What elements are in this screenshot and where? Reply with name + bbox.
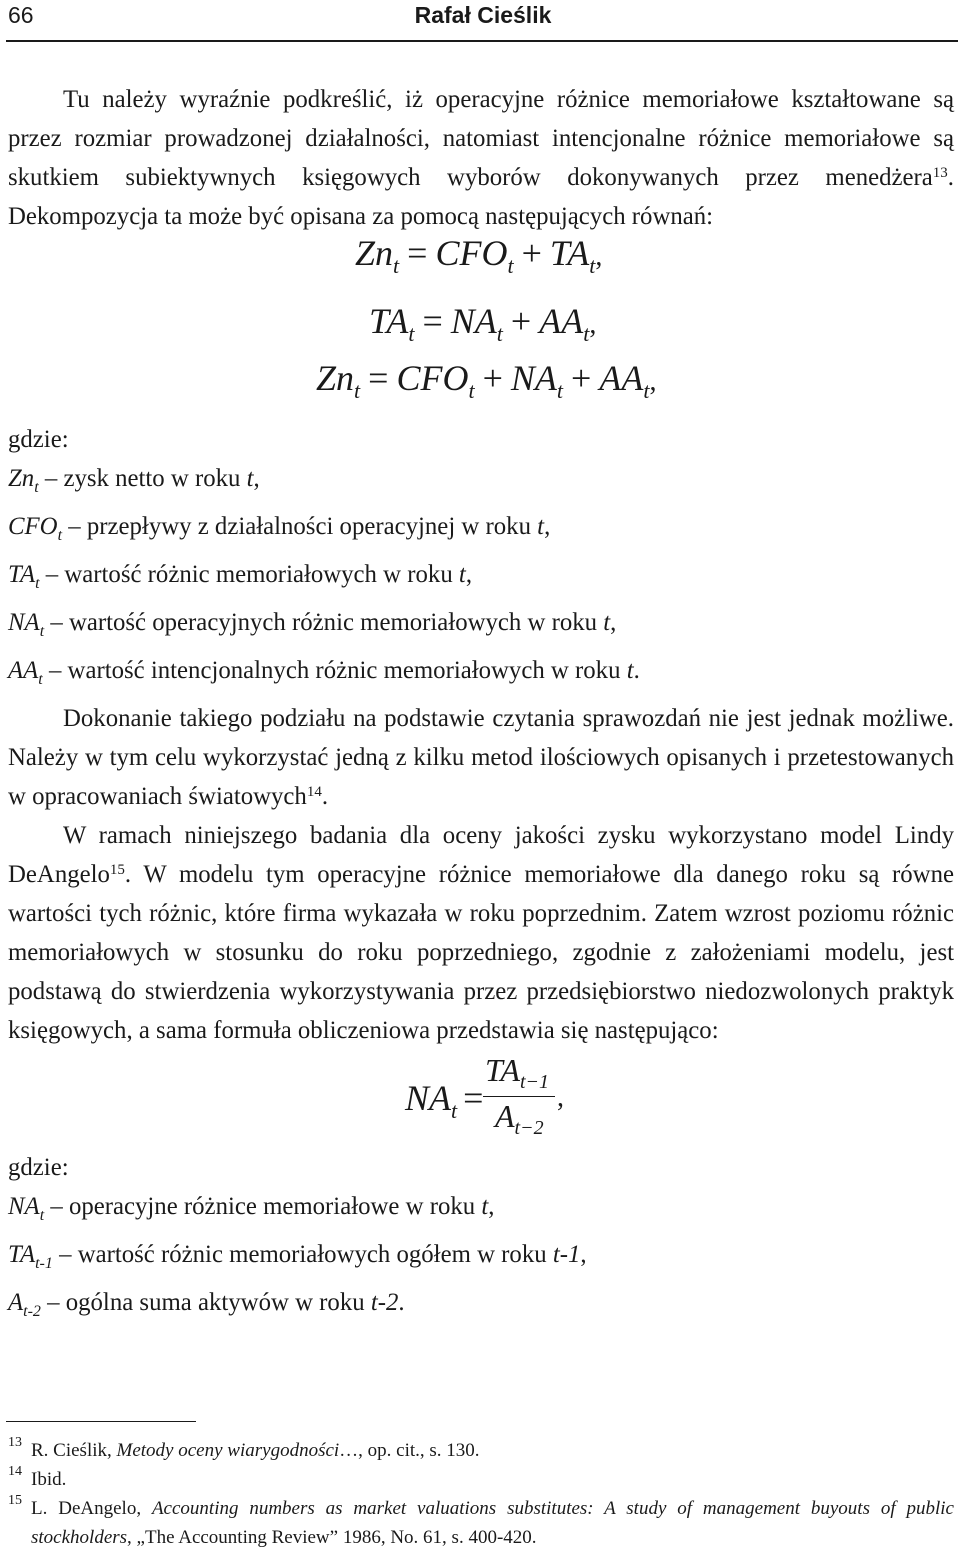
definitions-2 <box>8 1148 954 1331</box>
definition-aa: $AA_t$ – wartość intencjonalnych różnic memoriałowych w roku t. <box>8 656 640 688</box>
paragraph-2: Dokonanie takiego podziału na podstawie czytania sprawozdań nie jest jednak możliwe. Należy w tym celu wykorzystać jedną z kilku metod ilościowych opisanych i przetestowanych w opracowaniach światowych$^{14}$. <box>8 704 954 810</box>
footnote-ref-13[interactable]: 13 <box>932 165 948 181</box>
definition-cfo: $CFO_t$ – przepływy z działalności operacyjnej w roku t, <box>8 512 551 544</box>
footnote-14: 14 Ibid. <box>8 1464 67 1490</box>
equation-4: $NA_t$ = $TA_{t-1}$ $A_{t-2}$ , <box>405 1052 564 1139</box>
definition-ta: $TA_t$ – wartość różnic memoriałowych w roku t, <box>8 560 473 592</box>
equation-2: $TA_t = NA_t + AA_t$, <box>369 301 597 346</box>
definitions-label-2: gdzie: <box>8 1154 69 1181</box>
definition-zn: $Zn_t$ – zysk netto w roku t, <box>8 465 260 496</box>
definition-a: $A_{t-2}$ – ogólna suma aktywów w roku t-2. <box>8 1288 405 1320</box>
footnote-ref-15[interactable]: 15 <box>109 861 125 878</box>
footnotes <box>8 1436 954 1552</box>
definition-na: $NA_t$ – wartość operacyjnych różnic memoriałowych w roku t, <box>8 608 617 640</box>
fraction-numerator: $TA_{t-1}$ <box>485 1052 550 1093</box>
header-rule <box>6 40 958 42</box>
definition-na-2: $NA_t$ – operacyjne różnice memoriałowe w roku t, <box>8 1193 495 1224</box>
running-head-author: Rafał Cieślik <box>414 2 552 28</box>
equation-3: $Zn_t = CFO_t + NA_t + AA_t$, <box>316 358 657 403</box>
fraction-denominator: $A_{t-2}$ <box>495 1098 544 1139</box>
page-number: 66 <box>8 2 34 28</box>
footnote-ref-14[interactable]: 14 <box>306 783 322 800</box>
footnote-rule <box>6 1421 196 1422</box>
equation-1: $Zn_t = CFO_t + TA_t$, <box>355 233 603 278</box>
footnote-13: 13 R. Cieślik, Metody oceny wiarygodności…, op. cit., s. 130. <box>8 1435 480 1461</box>
paragraph-1: Tu należy wyraźnie podkreślić, iż operacyjne różnice memoriałowe kształtowane są przez rozmiar prowadzonej działalności, natomiast intencjonalne różnice memoriałowe są skutkiem subiektywnych księgowych wyborów dokonywanych przez menedżera$^{13}$. Dekompozycja ta może być opisana za pomocą następujących równań: <box>8 86 954 230</box>
fraction-bar <box>483 1096 555 1097</box>
definitions-label: gdzie: <box>8 426 69 453</box>
definition-ta-prev: $TA_{t-1}$ – wartość różnic memoriałowych ogółem w roku t-1, <box>8 1240 587 1272</box>
footnote-15: 15 L. DeAngelo, Accounting numbers as market valuations substitutes: A study of management buyouts of public stockholders, „The Accounting Review” 1986, No. 61, s. 400-420. <box>8 1493 954 1548</box>
page-header <box>8 0 958 40</box>
paragraph-3: W ramach niniejszego badania dla oceny jakości zysku wykorzystano model Lindy DeAngelo$^{15}$. W modelu tym operacyjne różnice memoriałowe dla danego roku są równe wartości tych różnic, które firma wykazała w roku poprzednim. Zatem wzrost poziomu różnic memoriałowych w stosunku do roku poprzedniego, zgodnie z założeniami modelu, jest podstawą do stwierdzenia wykorzystywania przez przedsiębiorstwo niedozwolonych praktyk księgowych, a sama formuła obliczeniowa przedstawia się następująco: <box>8 821 954 1044</box>
body-text <box>8 80 954 236</box>
body-text-2 <box>8 420 954 1050</box>
